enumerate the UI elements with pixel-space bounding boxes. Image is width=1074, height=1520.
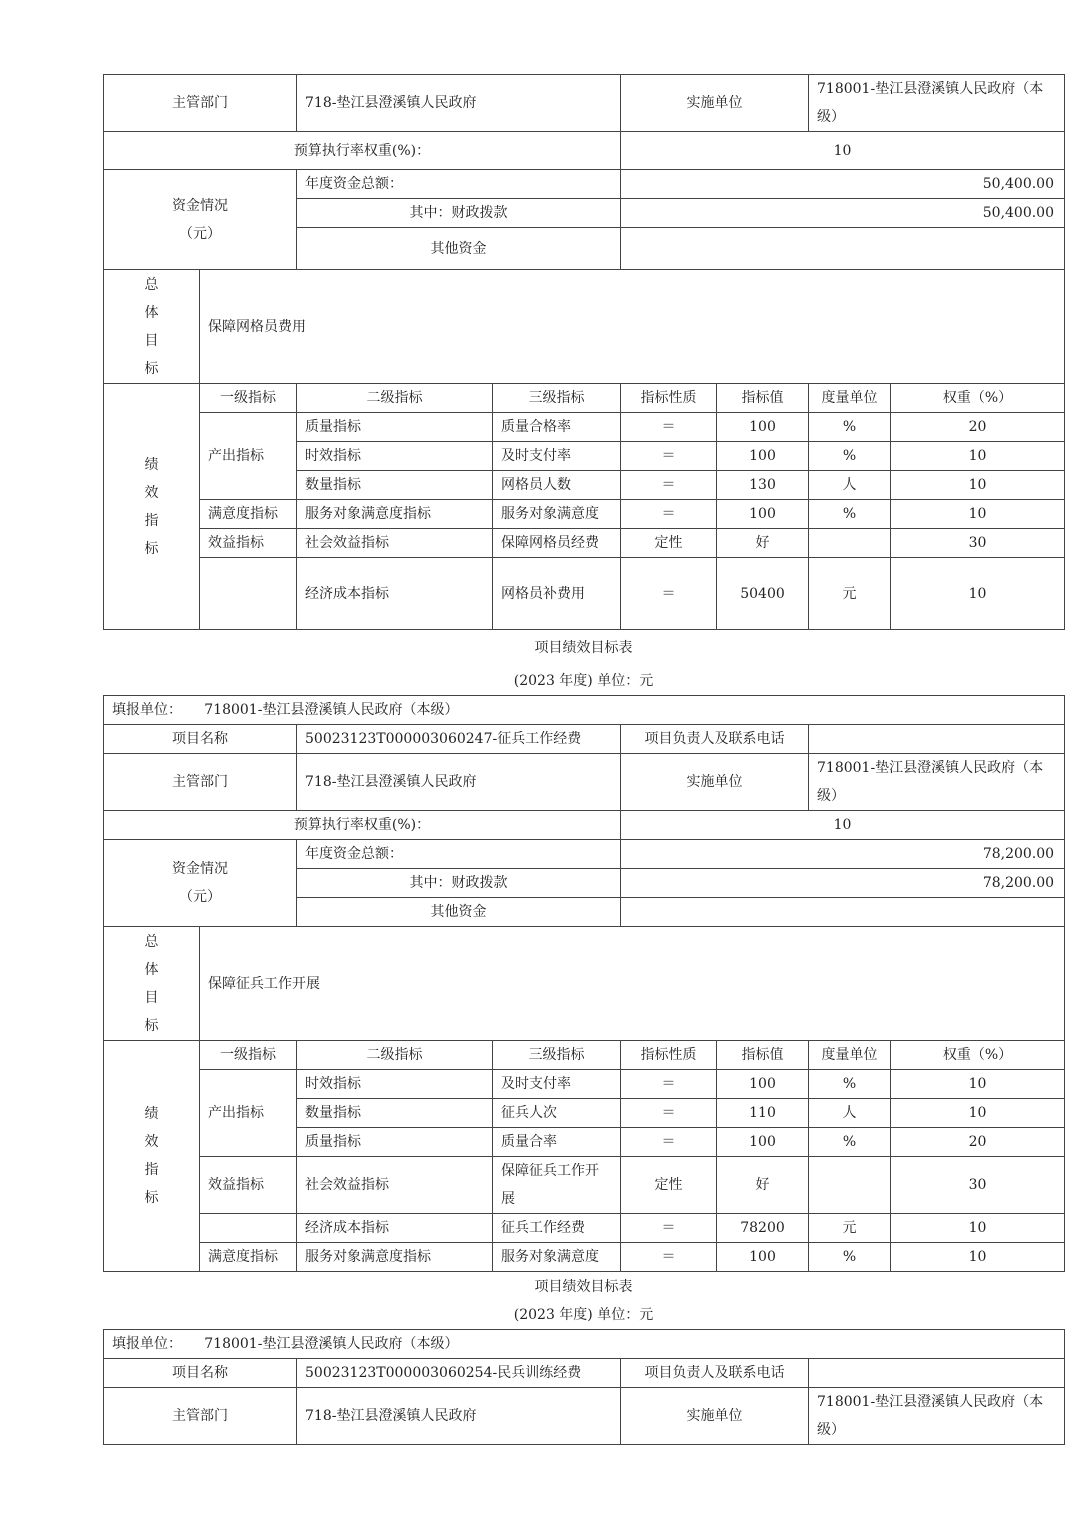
- cell-l3: 及时支付率: [493, 442, 621, 471]
- cell-l3: 网格员补费用: [493, 558, 621, 630]
- fiscal-value: 78,200.00: [621, 869, 1065, 898]
- label-fiscal: 其中：财政拨款: [297, 199, 621, 228]
- cell-l2: 质量指标: [297, 413, 493, 442]
- label-overall-goal: 总 体 目 标: [104, 270, 200, 384]
- cell-nature: ＝: [621, 500, 717, 529]
- cell-l1: 产出指标: [200, 1070, 297, 1157]
- cell-value: 130: [717, 471, 809, 500]
- other-funds-value: [621, 898, 1065, 927]
- cell-nature: ＝: [621, 1243, 717, 1272]
- cell-l3: 保障网格员经费: [493, 529, 621, 558]
- annual-total-value: 50,400.00: [621, 170, 1065, 199]
- cell-nature: ＝: [621, 1128, 717, 1157]
- cell-l2: 社会效益指标: [297, 529, 493, 558]
- cell-value: 100: [717, 500, 809, 529]
- cell-nature: ＝: [621, 413, 717, 442]
- label-contact: 项目负责人及联系电话: [621, 725, 809, 754]
- overall-goal-value: 保障征兵工作开展: [200, 927, 1065, 1041]
- cell-nature: ＝: [621, 1214, 717, 1243]
- cell-unit: %: [809, 1070, 891, 1099]
- performance-table-1: [103, 74, 1065, 630]
- cell-weight: 20: [891, 1128, 1065, 1157]
- cell-unit: [809, 529, 891, 558]
- cell-l3: 服务对象满意度: [493, 500, 621, 529]
- cell-l3: 及时支付率: [493, 1070, 621, 1099]
- project-name-value: 50023123T000003060254-民兵训练经费: [297, 1359, 621, 1388]
- cell-weight: 10: [891, 1214, 1065, 1243]
- cell-weight: 10: [891, 500, 1065, 529]
- header-weight: 权重（%）: [891, 1041, 1065, 1070]
- filing-unit-row: [104, 696, 1065, 725]
- cell-unit: 人: [809, 471, 891, 500]
- dept-value: 718-垫江县澄溪镇人民政府: [297, 754, 621, 811]
- label-impl-unit: 实施单位: [621, 754, 809, 811]
- cell-unit: 元: [809, 558, 891, 630]
- label-impl-unit: 实施单位: [621, 75, 809, 132]
- cell-weight: 10: [891, 1099, 1065, 1128]
- performance-table-2: [103, 695, 1065, 1272]
- fiscal-value: 50,400.00: [621, 199, 1065, 228]
- cell-l3: 服务对象满意度: [493, 1243, 621, 1272]
- cell-weight: 20: [891, 413, 1065, 442]
- table-row: [104, 529, 1065, 558]
- label-annual-total: 年度资金总额：: [297, 840, 621, 869]
- cell-weight: 10: [891, 471, 1065, 500]
- table-row: [104, 1243, 1065, 1272]
- label-annual-total: 年度资金总额：: [297, 170, 621, 199]
- impl-unit-value: 718001-垫江县澄溪镇人民政府（本 级）: [809, 754, 1065, 811]
- cell-l1: 满意度指标: [200, 1243, 297, 1272]
- cell-l2: 时效指标: [297, 442, 493, 471]
- budget-rate-value: 10: [621, 132, 1065, 170]
- cell-l2: 社会效益指标: [297, 1157, 493, 1214]
- label-filing-unit: 填报单位：: [112, 702, 182, 718]
- label-performance: 绩 效 指 标: [104, 1041, 200, 1272]
- label-filing-unit: 填报单位：: [112, 1336, 182, 1352]
- overall-goal-value: 保障网格员费用: [200, 270, 1065, 384]
- performance-table-3: [103, 1329, 1065, 1445]
- budget-rate-value: 10: [621, 811, 1065, 840]
- cell-weight: 30: [891, 529, 1065, 558]
- project-name-value: 50023123T000003060247-征兵工作经费: [297, 725, 621, 754]
- cell-value: 好: [717, 1157, 809, 1214]
- label-project-name: 项目名称: [104, 725, 297, 754]
- impl-unit-value: 718001-垫江县澄溪镇人民政府（本 级）: [809, 75, 1065, 132]
- cell-l2: 数量指标: [297, 471, 493, 500]
- cell-value: 100: [717, 442, 809, 471]
- label-impl-unit: 实施单位: [621, 1388, 809, 1445]
- cell-unit: 人: [809, 1099, 891, 1128]
- label-dept: 主管部门: [104, 1388, 297, 1445]
- label-budget-rate: 预算执行率权重(%)：: [104, 811, 621, 840]
- label-fiscal: 其中：财政拨款: [297, 869, 621, 898]
- table-2-subtitle: (2023 年度) 单位：元: [513, 673, 654, 689]
- contact-value: [809, 1359, 1065, 1388]
- table-row: [104, 558, 1065, 630]
- cell-unit: %: [809, 500, 891, 529]
- header-l3: 三级指标: [493, 1041, 621, 1070]
- cell-unit: %: [809, 413, 891, 442]
- cell-nature: 定性: [621, 529, 717, 558]
- label-contact: 项目负责人及联系电话: [621, 1359, 809, 1388]
- table-row: [104, 1070, 1065, 1099]
- label-dept: 主管部门: [104, 75, 297, 132]
- header-l1: 一级指标: [200, 384, 297, 413]
- table-row: [104, 1157, 1065, 1214]
- cell-l3: 质量合率: [493, 1128, 621, 1157]
- cell-l3: 征兵工作经费: [493, 1214, 621, 1243]
- cell-l3: 网格员人数: [493, 471, 621, 500]
- header-value: 指标值: [717, 1041, 809, 1070]
- header-nature: 指标性质: [621, 384, 717, 413]
- other-funds-value: [621, 228, 1065, 270]
- cell-weight: 30: [891, 1157, 1065, 1214]
- table-3-title: 项目绩效目标表: [534, 1279, 633, 1295]
- cell-value: 78200: [717, 1214, 809, 1243]
- cell-nature: ＝: [621, 1070, 717, 1099]
- cell-l3: 质量合格率: [493, 413, 621, 442]
- cell-l1: 效益指标: [200, 1157, 297, 1214]
- label-budget-rate: 预算执行率权重(%)：: [104, 132, 621, 170]
- cell-weight: 10: [891, 558, 1065, 630]
- cell-nature: ＝: [621, 442, 717, 471]
- cell-l2: 质量指标: [297, 1128, 493, 1157]
- header-nature: 指标性质: [621, 1041, 717, 1070]
- header-l1: 一级指标: [200, 1041, 297, 1070]
- cell-weight: 10: [891, 1243, 1065, 1272]
- cell-l3: 征兵人次: [493, 1099, 621, 1128]
- table-2-title: 项目绩效目标表: [534, 640, 633, 656]
- label-performance: 绩 效 指 标: [104, 384, 200, 630]
- header-l3: 三级指标: [493, 384, 621, 413]
- cell-l2: 服务对象满意度指标: [297, 500, 493, 529]
- cell-unit: %: [809, 1128, 891, 1157]
- cell-nature: ＝: [621, 471, 717, 500]
- cell-l2: 服务对象满意度指标: [297, 1243, 493, 1272]
- label-overall-goal: 总 体 目 标: [104, 927, 200, 1041]
- header-l2: 二级指标: [297, 1041, 493, 1070]
- filing-unit-value: 718001-垫江县澄溪镇人民政府（本级）: [204, 1336, 459, 1352]
- header-unit: 度量单位: [809, 384, 891, 413]
- cell-unit: %: [809, 442, 891, 471]
- cell-l2: 时效指标: [297, 1070, 493, 1099]
- impl-unit-value: 718001-垫江县澄溪镇人民政府（本 级）: [809, 1388, 1065, 1445]
- cell-l3: 保障征兵工作开展: [493, 1157, 621, 1214]
- label-other-funds: 其他资金: [297, 898, 621, 927]
- header-weight: 权重（%）: [891, 384, 1065, 413]
- label-funds: 资金情况 （元）: [104, 840, 297, 927]
- cell-l2: 数量指标: [297, 1099, 493, 1128]
- label-other-funds: 其他资金: [297, 228, 621, 270]
- cell-value: 100: [717, 1070, 809, 1099]
- cell-unit: [809, 1157, 891, 1214]
- filing-unit-row: [104, 1330, 1065, 1359]
- cell-nature: ＝: [621, 558, 717, 630]
- cell-unit: %: [809, 1243, 891, 1272]
- cell-weight: 10: [891, 442, 1065, 471]
- label-dept: 主管部门: [104, 754, 297, 811]
- label-funds: 资金情况 （元）: [104, 170, 297, 270]
- cell-nature: 定性: [621, 1157, 717, 1214]
- cell-value: 50400: [717, 558, 809, 630]
- cell-value: 100: [717, 413, 809, 442]
- cell-l1: 满意度指标: [200, 500, 297, 529]
- header-unit: 度量单位: [809, 1041, 891, 1070]
- table-row: [104, 1214, 1065, 1243]
- dept-value: 718-垫江县澄溪镇人民政府: [297, 1388, 621, 1445]
- cell-value: 110: [717, 1099, 809, 1128]
- filing-unit-value: 718001-垫江县澄溪镇人民政府（本级）: [204, 702, 459, 718]
- annual-total-value: 78,200.00: [621, 840, 1065, 869]
- dept-value: 718-垫江县澄溪镇人民政府: [297, 75, 621, 132]
- cell-l2: 经济成本指标: [297, 1214, 493, 1243]
- header-l2: 二级指标: [297, 384, 493, 413]
- cell-l2: 经济成本指标: [297, 558, 493, 630]
- cell-l1: 效益指标: [200, 529, 297, 558]
- contact-value: [809, 725, 1065, 754]
- cell-value: 100: [717, 1128, 809, 1157]
- cell-l1: [200, 1214, 297, 1243]
- header-value: 指标值: [717, 384, 809, 413]
- cell-l1: 产出指标: [200, 413, 297, 500]
- cell-nature: ＝: [621, 1099, 717, 1128]
- table-row: [104, 413, 1065, 442]
- table-row: [104, 500, 1065, 529]
- label-project-name: 项目名称: [104, 1359, 297, 1388]
- table-3-subtitle: (2023 年度) 单位：元: [513, 1307, 654, 1323]
- cell-unit: 元: [809, 1214, 891, 1243]
- cell-value: 100: [717, 1243, 809, 1272]
- cell-weight: 10: [891, 1070, 1065, 1099]
- cell-value: 好: [717, 529, 809, 558]
- cell-l1: [200, 558, 297, 630]
